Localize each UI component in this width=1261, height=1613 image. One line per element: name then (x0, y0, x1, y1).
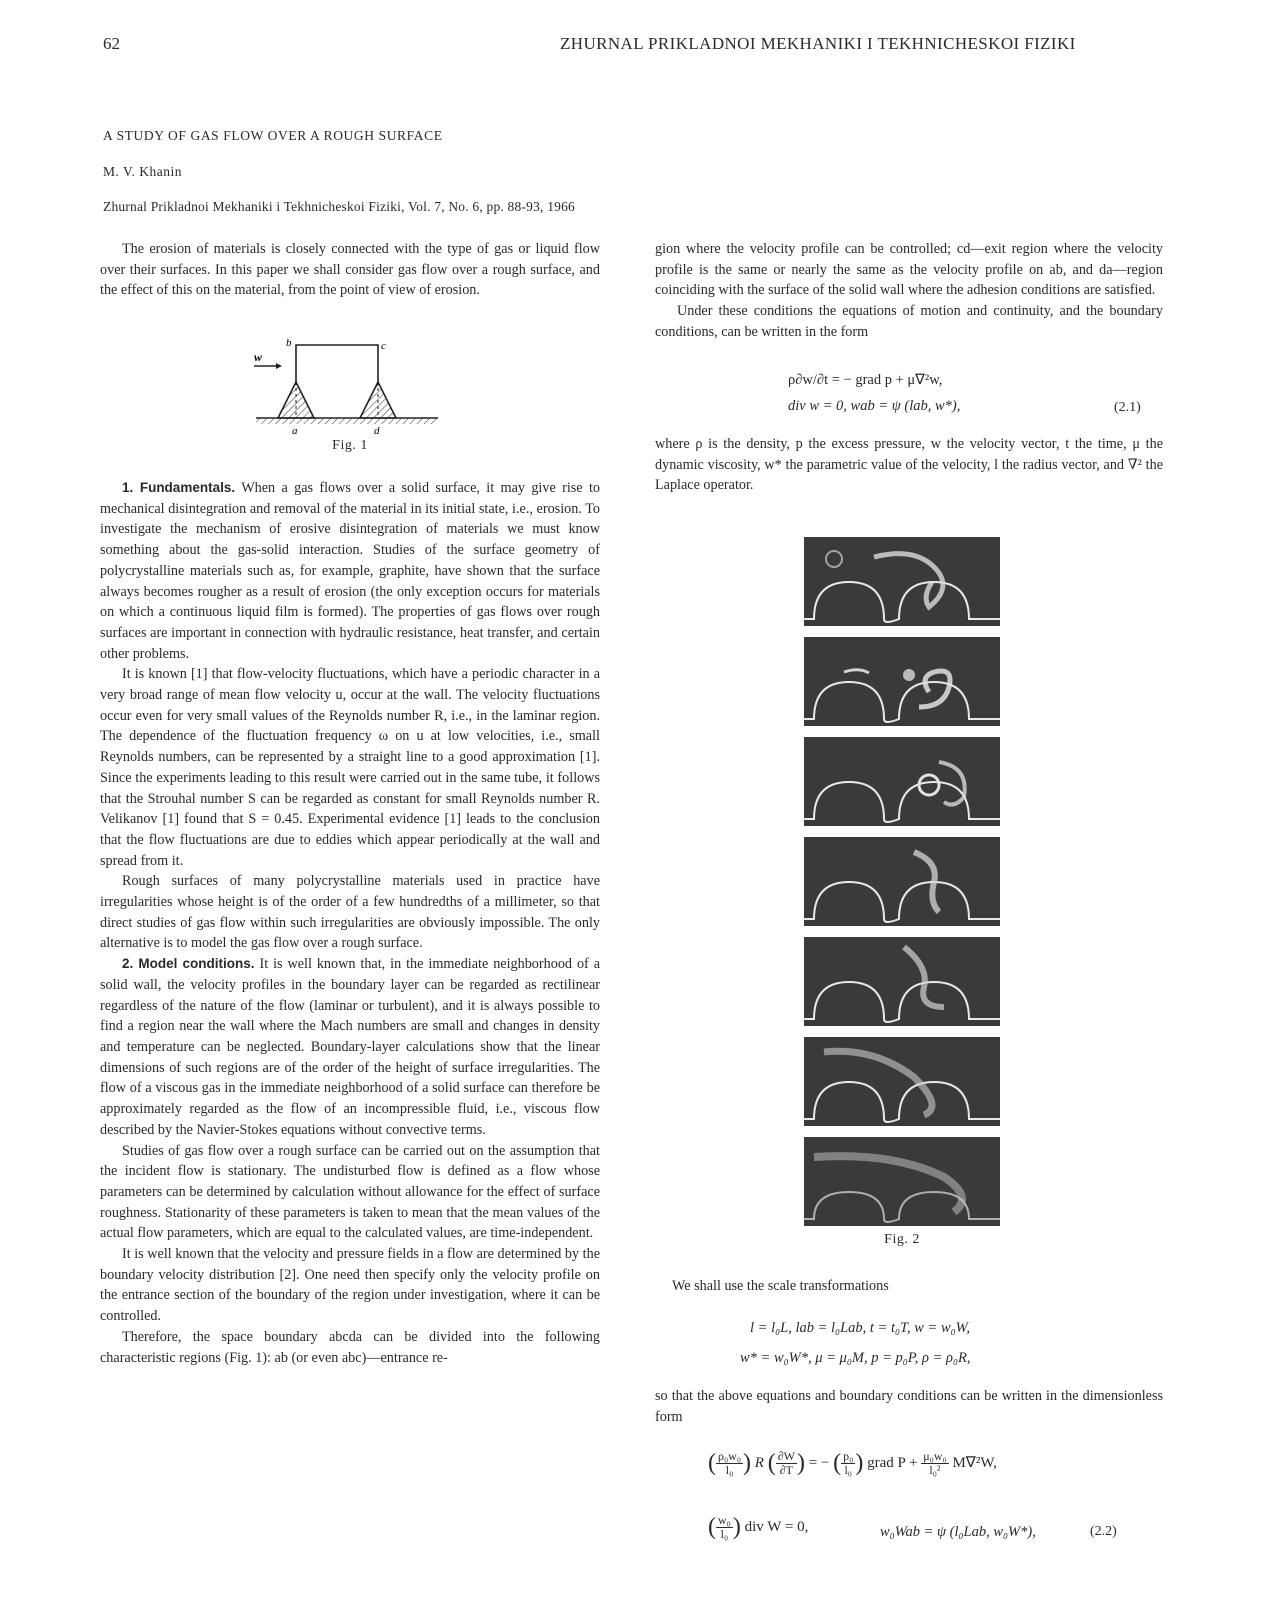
label-b: b (286, 338, 292, 349)
section-1-paragraph-2: It is known [1] that flow-velocity fluctuations, which have a periodic character in a very broad range of mean flow velocity u, occur at the wall. The velocity fluctuations occur even for very small values of the Reynolds number R, i.e., in the laminar region. The dependence of the fluctuation frequency ω on u at low velocities, i.e., small Reynolds numbers, can be represented by a straight line to a good approximation [1]. Since the experiments leading to this result were carried out in the same tube, it follows that the Strouhal number S can be regarded as constant for small Reynolds number R. Velikanov [1] found that S = 0.45. Experimental evidence [1] leads to the conclusion that the flow fluctuations are due to eddies which appear periodically at the wall and spread from it. (100, 666, 600, 869)
article-title: A STUDY OF GAS FLOW OVER A ROUGH SURFACE (103, 128, 443, 143)
right-paragraph-4-block (672, 1276, 1152, 1297)
flow-photo-1 (804, 537, 1000, 626)
journal-header: ZHURNAL PRIKLADNOI MEKHANIKI I TEKHNICHESKOI FIZIKI (560, 34, 1076, 53)
page-number: 62 (103, 34, 120, 53)
label-w: w (254, 350, 263, 364)
equation-2-1-line-2: div w = 0, wab = ψ (lab, w*), (788, 398, 961, 414)
fraction-w0-l0: $\frac{\text{w₀}}{\text{l₀}}$ (718, 1513, 731, 1541)
section-2-paragraph-4: Therefore, the space boundary abcda can be divided into the following characteristic regions (Fig. 1): ab (or even abc)—entrance re- (100, 1328, 600, 1366)
section-2-paragraph-3: It is well known that the velocity and pressure fields in a flow are determined by the boundary velocity distribution [2]. One need then specify only the velocity profile on the entrance section of the boundary of the region under investigation, where it can be controlled. (100, 1246, 600, 1325)
equation-2-2-line-2: ( $\frac{\text{w₀}}{\text{l₀}}$ ) div W = 0, (708, 1513, 809, 1541)
fraction-p0-l0: $\frac{\text{p₀}}{\text{l₀}}$ (843, 1449, 854, 1477)
flow-photo-2 (804, 637, 1000, 726)
flow-photo-4 (804, 837, 1000, 926)
figure-2-caption: Fig. 2 (884, 1232, 920, 1247)
intro-paragraph-block (100, 239, 600, 301)
right-paragraph-1: gion where the velocity profile can be controlled; cd—exit region where the velocity profile is the same or nearly the same as the velocity profile on ab, and da—region coinciding with the surface of the solid wall where the adhesion conditions are satisfied. (655, 241, 1163, 299)
flow-photo-5 (804, 937, 1000, 1026)
section-1-heading: 1. Fundamentals. (122, 480, 236, 495)
right-paragraph-5-block (655, 1386, 1163, 1427)
equation-2-1-line-1: ρ∂w/∂t = − grad p + μ∇²w, (788, 372, 943, 388)
equation-2-2-number: (2.2) (1090, 1524, 1117, 1539)
section-1-paragraph-3: Rough surfaces of many polycrystalline materials used in practice have irregularities whose height is of the order of a few hundredths of a millimeter, so that direct studies of gas flow within such irregularities are obviously impossible. The only alternative is to model the gas flow over a rough surface. (100, 873, 600, 952)
label-d: d (374, 425, 380, 437)
equation-2-2-boundary: w₀Wab = ψ (l₀Lab, w₀W*), (880, 1524, 1036, 1540)
fraction-rho0w0-l0: $\frac{\text{ρ₀w₀}}{\text{l₀}}$ (718, 1449, 742, 1477)
equation-2-2-line-1: ( $\frac{\text{ρ₀w₀}}{\text{l₀}}$ ) R ( $\frac{\partial W}{\partial T}$ ) = − ( $\frac{\text{p₀}}{\text{l₀}}$ ) grad P + $\frac{\text{μ₀w₀}}{\text{l₀²}}$ M∇²W, (708, 1449, 997, 1477)
flow-photo-3 (804, 737, 1000, 826)
article-citation: Zhurnal Prikladnoi Mekhaniki i Tekhnicheskoi Fiziki, Vol. 7, No. 6, pp. 88-93, 1966 (103, 199, 576, 214)
section-2-heading: 2. Model conditions. (122, 956, 255, 972)
flow-arrowhead (276, 363, 282, 369)
right-paragraph-4: We shall use the scale transformations (672, 1278, 889, 1294)
fraction-dW-dT: $\frac{\partial W}{\partial T}$ (777, 1449, 795, 1477)
section-2-paragraph-1: 2. Model conditions. It is well known that, in the immediate neighborhood of a solid wall, the velocity profiles in the boundary layer can be regarded as rectilinear regardless of the nature of the flow (laminar or turbulent), and it is always possible to find a region near the wall where the Mach numbers are small and changes in density and temperature can be neglected. Boundary-layer calculations show that the linear dimensions of such regions are of the order of the height of surface irregularities. The flow of a viscous gas in the immediate neighborhood of a solid surface can therefore be approximately regarded as the flow of an incompressible fluid, i.e., viscous flow described by the Navier-Stokes equations without convective terms. (100, 956, 600, 1138)
right-paragraph-2: Under these conditions the equations of motion and continuity, and the boundary conditions, can be written in the form (655, 303, 1163, 340)
figure-1-diagram (248, 338, 448, 438)
figure-1-caption: Fig. 1 (332, 438, 368, 453)
right-paragraph-3-block (655, 434, 1163, 496)
scale-transform-line-2: w* = w₀W*, μ = μ₀M, p = p₀P, ρ = ρ₀R, (740, 1350, 971, 1366)
control-region-boundary (296, 345, 378, 382)
section-1-paragraph-1: 1. Fundamentals. When a gas flows over a solid surface, it may give rise to mechanical disintegration and removal of the material in its initial state, i.e., erosion. To investigate the mechanism of erosive disintegration of materials we must know something about the gas-solid interaction. Studies of the surface geometry of polycrystalline materials such as, for example, graphite, have shown that the surface always becomes rougher as a result of erosion (the only exception occurs for materials on which a continuous liquid film is formed). The properties of gas flows over rough surfaces are important in connection with hydraulic resistance, heat transfer, and certain other problems. (100, 480, 600, 662)
scale-transform-line-1: l = l₀L, lab = l₀Lab, t = t₀T, w = w₀W, (750, 1320, 971, 1336)
section-2-paragraph-2: Studies of gas flow over a rough surface can be carried out on the assumption that the incident flow is stationary. The undisturbed flow is defined as a flow whose parameters can be determined by calculation without allowance for the effect of surface roughness. Stationarity of these parameters is taken to mean that the mean values of the actual flow parameters, which are equal to the calculated values, are time-independent. (100, 1142, 600, 1242)
equation-2-1-number: (2.1) (1114, 400, 1141, 415)
fraction-mu0w0-l0sq: $\frac{\text{μ₀w₀}}{\text{l₀²}}$ (923, 1449, 947, 1477)
intro-paragraph: The erosion of materials is closely connected with the type of gas or liquid flow over their surfaces. In this paper we shall consider gas flow over a rough surface, and the effect of this on the material, from the point of view of erosion. (100, 241, 600, 299)
label-c: c (381, 340, 386, 352)
right-paragraph-5: so that the above equations and boundary conditions can be written in the dimensionless form (655, 1388, 1163, 1425)
flow-photo-7 (804, 1137, 1000, 1226)
label-a: a (292, 425, 298, 437)
left-column-body (100, 478, 600, 1368)
wall-hatching (256, 418, 438, 424)
article-author: M. V. Khanin (103, 164, 183, 179)
flow-photo-6 (804, 1037, 1000, 1126)
right-column-top (655, 239, 1163, 343)
right-paragraph-3: where ρ is the density, p the excess pressure, w the velocity vector, t the time, μ the dynamic viscosity, w* the parametric value of the velocity, l the radius vector, and ∇² the Laplace operator. (655, 436, 1163, 494)
